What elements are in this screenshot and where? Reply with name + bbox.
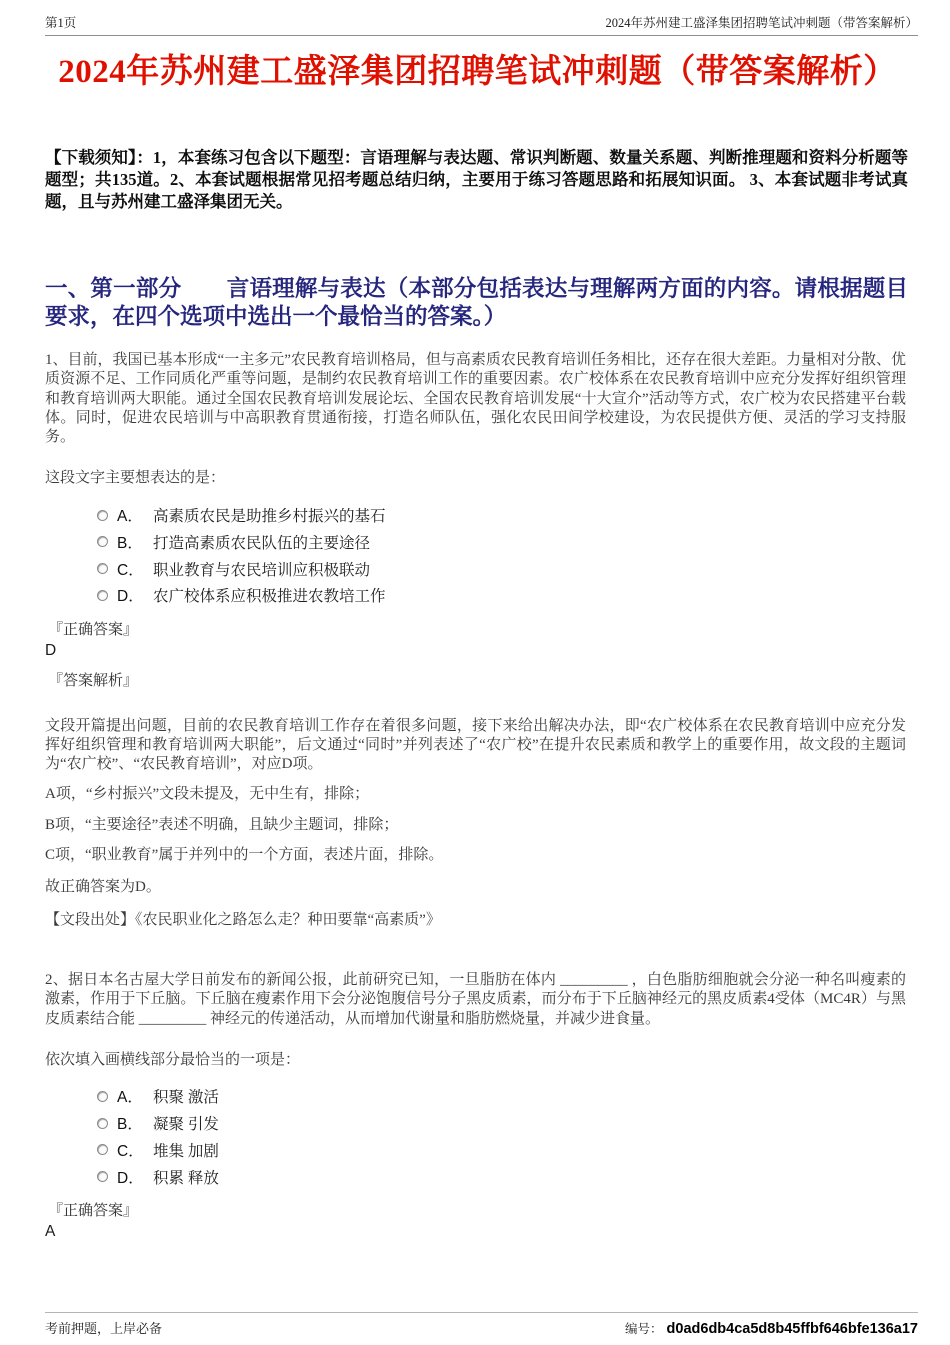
question-2-prompt: 依次填入画横线部分最恰当的一项是：: [45, 1051, 301, 1068]
correct-answer-label: 『正确答案』: [48, 621, 139, 638]
question-1-conclusion: 故正确答案为D。: [45, 879, 161, 896]
footer-code-label: 编号：: [625, 1322, 663, 1336]
option-letter: C．: [117, 561, 144, 579]
option-text: 高素质农民是助推乡村振兴的基石: [153, 508, 386, 526]
question-1-prompt: 这段文字主要想表达的是：: [45, 470, 226, 487]
footer-slogan: 考前押题，上岸必备: [45, 1321, 163, 1336]
analysis-label: 『答案解析』: [48, 672, 139, 689]
option-text: 积累 释放: [153, 1169, 219, 1187]
option-text: 堆集 加剧: [153, 1142, 219, 1160]
option-radio[interactable]: [97, 590, 108, 601]
section-heading: 一、第一部分 言语理解与表达（本部分包括表达与理解两方面的内容。请根据题目要求，在四个选项中选出一个最恰当的答案。）: [45, 276, 908, 329]
option-radio[interactable]: [97, 1118, 108, 1129]
option-row: [97, 528, 950, 555]
option-text: 农广校体系应积极推进农教培工作: [153, 588, 386, 606]
option-letter: A．: [117, 508, 143, 526]
option-row: [97, 502, 950, 529]
option-row: [97, 1163, 950, 1190]
footer-code: [625, 1319, 918, 1337]
question-1-stem: 1、目前，我国已基本形成“一主多元”农民教育培训格局，但与高素质农民教育培训任务相比，还存在很大差距。力量相对分散、优质资源不足、工作同质化严重等问题，是制约农民教育培训工作的重要因素。农广校体系在农民教育培训中应充分发挥好组织管理和教育培训两大职能。通过全国农民教育培训发展论坛、全国农民教育培训发展“十大宣介”活动等方式，农广校为农民搭建平台载体。同时，促进农民培训与中高职教育贯通衔接，打造名师队伍，强化农民田间学校建设，为农民提供方便、灵活的学习支持服务。: [45, 352, 906, 446]
correct-answer-value: A: [45, 1222, 56, 1240]
option-letter: B．: [117, 1116, 143, 1134]
page-footer: [45, 1312, 918, 1337]
option-radio[interactable]: [97, 536, 108, 547]
option-row: [97, 582, 950, 609]
option-row: [97, 1083, 950, 1110]
page-number: 第1页: [45, 16, 77, 30]
question-1-note-a: A项，“乡村振兴”文段未提及，无中生有，排除；: [45, 786, 370, 803]
question-1-source: 【文段出处】《农民职业化之路怎么走？种田要靠“高素质”》: [45, 911, 441, 928]
option-text: 积聚 激活: [153, 1089, 219, 1107]
document-title: 2024年苏州建工盛泽集团招聘笔试冲刺题（带答案解析）: [58, 54, 897, 90]
option-letter: D．: [117, 588, 144, 606]
download-notice: 【下载须知】：1，本套练习包含以下题型：言语理解与表达题、常识判断题、数量关系题、判断推理题和资料分析题等题型；共135道。2、本套试题根据常见招考题总结归纳，主要用于练习答题思路和拓展知识面。 3、本套试题非考试真题，且与苏州建工盛泽集团无关。: [45, 148, 908, 211]
option-row: [97, 1136, 950, 1163]
option-text: 打造高素质农民队伍的主要途径: [153, 534, 371, 552]
option-radio[interactable]: [97, 510, 108, 521]
question-1-analysis: 文段开篇提出问题，目前的农民教育培训工作存在着很多问题，接下来给出解决办法，即“农广校体系在农民教育培训中应充分发挥好组织管理和教育培训两大职能”，后文通过“同时”并列表述了“农广校”在提升农民素质和教学上的重要作用，故文段的主题词为“农广校”、“农民教育培训”，对应D项。: [45, 717, 906, 773]
header-doc-title: 2024年苏州建工盛泽集团招聘笔试冲刺题（带答案解析）: [605, 16, 918, 30]
question-2-options: [97, 1083, 950, 1190]
option-text: 凝聚 引发: [153, 1116, 219, 1134]
option-radio[interactable]: [97, 563, 108, 574]
page-header: [45, 0, 918, 36]
option-row: [97, 555, 950, 582]
option-letter: B．: [117, 534, 143, 552]
option-letter: A．: [117, 1089, 143, 1107]
option-letter: C．: [117, 1142, 144, 1160]
option-row: [97, 1110, 950, 1137]
question-1-note-b: B项，“主要途径”表述不明确，且缺少主题词，排除；: [45, 816, 399, 833]
option-radio[interactable]: [97, 1144, 108, 1155]
question-2-stem: 2、据日本名古屋大学日前发布的新闻公报，此前研究已知，一旦脂肪在体内 _________ ，白色脂肪细胞就会分泌一种名叫瘦素的激素，作用于下丘脑。下丘脑在瘦素作用下会分泌饱腹信号分子黑皮质素，而分布于下丘脑神经元的黑皮质素4受体（MC4R）与黑皮质素结合能 _________ 神经元的传递活动，从而增加代谢量和脂肪燃烧量，并减少进食量。: [45, 971, 906, 1027]
option-letter: D．: [117, 1169, 144, 1187]
correct-answer-value: D: [45, 641, 57, 659]
correct-answer-label: 『正确答案』: [48, 1202, 139, 1219]
question-1-note-c: C项，“职业教育”属于并列中的一个方面，表述片面，排除。: [45, 847, 444, 864]
option-radio[interactable]: [97, 1171, 108, 1182]
question-1-options: [97, 502, 950, 609]
footer-code-value: d0ad6db4ca5d8b45ffbf646bfe136a17: [666, 1321, 918, 1337]
option-radio[interactable]: [97, 1091, 108, 1102]
option-text: 职业教育与农民培训应积极联动: [153, 561, 371, 579]
